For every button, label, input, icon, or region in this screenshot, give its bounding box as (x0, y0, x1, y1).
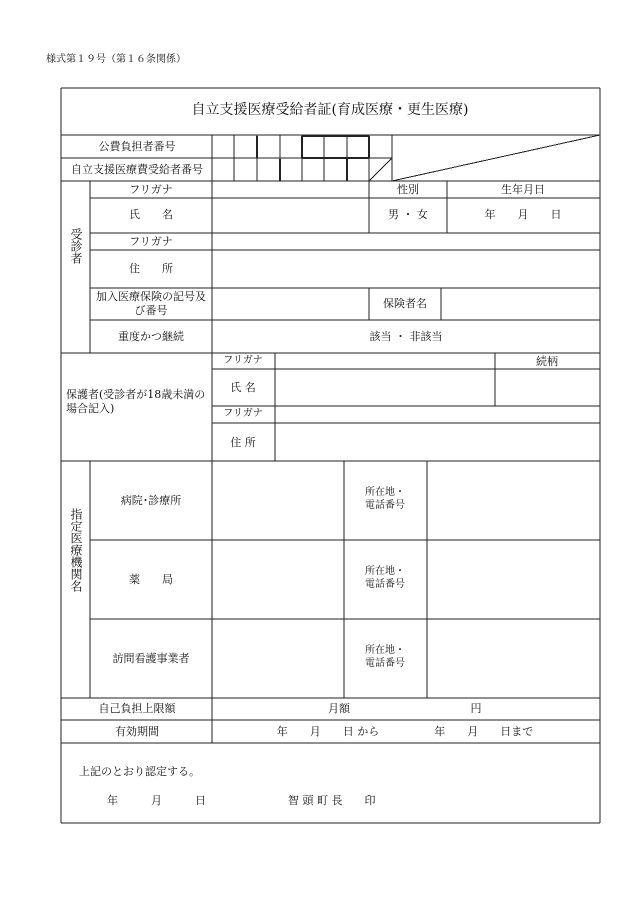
patient-furigana2-label: フリガナ (129, 235, 173, 248)
guardian-furigana-label: フリガナ (223, 355, 263, 366)
patient-section-label: 受診者 (69, 228, 83, 264)
insurance-label: 加入医療保険の記号及び番号 (96, 290, 206, 317)
institution-pharmacy-label: 薬 局 (129, 573, 173, 586)
relation-label: 続柄 (536, 355, 558, 368)
guardian-name-label: 氏 名 (230, 381, 256, 394)
document-title: 自立支援医療受給者証(育成医療・更生医療) (191, 102, 469, 118)
insurer-label: 保険者名 (383, 297, 427, 310)
guardian-section-label: 保護者(受診者が18歳未満の場合記入) (66, 388, 206, 415)
institution-section-label: 指定医療機関名 (69, 508, 83, 592)
patient-address-label: 住 所 (129, 262, 173, 275)
guardian-furigana2-label: フリガナ (223, 408, 263, 419)
monthly-label: 月額 (328, 702, 350, 715)
severe-value: 該当 ・ 非該当 (369, 330, 443, 343)
issuer-line: 智 頭 町 長 印 (288, 794, 376, 807)
gender-label: 性別 (397, 183, 419, 196)
severe-label: 重度かつ継続 (118, 330, 184, 343)
recipient-number-label: 自立支援医療費受給者番号 (71, 163, 203, 176)
birthdate-value: 年 月 日 (484, 208, 562, 221)
period-label: 有効期間 (115, 725, 159, 738)
patient-furigana-label: フリガナ (129, 183, 173, 196)
institution-hospital-label: 病院･診療所 (120, 494, 182, 507)
guardian-address-label: 住 所 (230, 436, 256, 449)
institution-pharmacy-location-label: 所在地・電話番号 (365, 566, 405, 590)
yen-label: 円 (470, 702, 482, 715)
institution-nursing-label: 訪問看護事業者 (112, 652, 190, 665)
limit-label: 自己負担上限額 (98, 702, 176, 715)
institution-nursing-location-label: 所在地・電話番号 (365, 645, 405, 669)
institution-hospital-location-label: 所在地・電話番号 (365, 487, 405, 511)
form-number: 様式第１９号（第１６条関係） (46, 54, 186, 65)
patient-name-label: 氏 名 (129, 208, 173, 221)
certification-date: 年 月 日 (107, 794, 206, 807)
certification-text: 上記のとおり認定する。 (79, 765, 200, 778)
gender-value: 男 ・ 女 (388, 208, 428, 221)
public-burden-number-label: 公費負担者番号 (98, 140, 176, 153)
period-value: 年 月 日 から 年 月 日まで (276, 725, 534, 738)
birthdate-label: 生年月日 (501, 183, 545, 196)
